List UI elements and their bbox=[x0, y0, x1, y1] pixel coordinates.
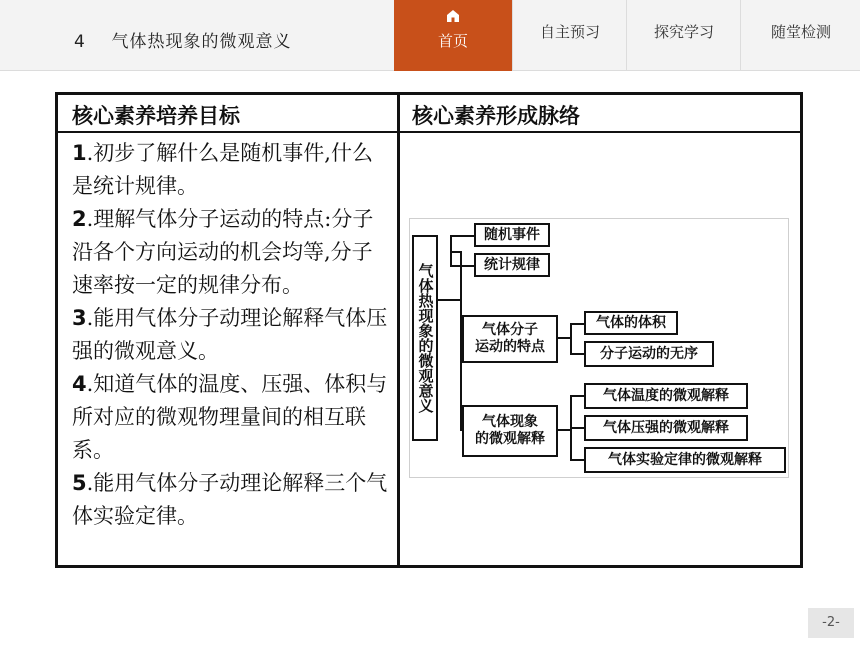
goal-item: 2.理解气体分子运动的特点:分子沿各个方向运动的机会均等,分子速率按一定的规律分布。 bbox=[72, 207, 374, 297]
node-disorder: 分子运动的无序 bbox=[584, 341, 714, 367]
goals-list bbox=[72, 137, 390, 533]
node-gas-laws: 气体实验定律的微观解释 bbox=[584, 447, 786, 473]
concept-map bbox=[409, 218, 789, 478]
node-gas-volume: 气体的体积 bbox=[584, 311, 678, 335]
node-molecular-motion: 气体分子 运动的特点 bbox=[462, 315, 558, 363]
goal-item: 5.能用气体分子动理论解释三个气体实验定律。 bbox=[72, 471, 388, 528]
node-gas-phenomena: 气体现象 的微观解释 bbox=[462, 405, 558, 457]
lesson-title bbox=[74, 27, 291, 52]
top-bar bbox=[0, 0, 860, 71]
home-icon bbox=[446, 9, 460, 23]
goal-item: 1.初步了解什么是随机事件,什么是统计规律。 bbox=[72, 141, 373, 198]
page-number: -2- bbox=[808, 608, 854, 638]
connector bbox=[570, 395, 584, 397]
node-pressure: 气体压强的微观解释 bbox=[584, 415, 748, 441]
connector bbox=[450, 265, 474, 267]
connector bbox=[570, 459, 584, 461]
tab-quiz[interactable]: 随堂检测 bbox=[740, 0, 860, 70]
node-random-event: 随机事件 bbox=[474, 223, 550, 247]
col2-header: 核心素养形成脉络 bbox=[412, 104, 580, 128]
connector bbox=[570, 353, 584, 355]
goal-item: 4.知道气体的温度、压强、体积与所对应的微观物理量间的相互联系。 bbox=[72, 372, 388, 462]
connector bbox=[450, 235, 474, 237]
concept-root: 气体热现象的微观意义 bbox=[412, 235, 438, 441]
home-button[interactable] bbox=[394, 0, 512, 71]
connector bbox=[570, 323, 584, 325]
tab-explore[interactable]: 探究学习 bbox=[626, 0, 741, 70]
lesson-title-text: 气体热现象的微观意义 bbox=[111, 32, 292, 52]
connector bbox=[570, 323, 572, 355]
col1-header: 核心素养培养目标 bbox=[72, 104, 240, 128]
lesson-number: 4 bbox=[74, 32, 86, 52]
table-divider-horizontal bbox=[58, 131, 800, 133]
goal-item: 3.能用气体分子动理论解释气体压强的微观意义。 bbox=[72, 306, 388, 363]
home-label: 首页 bbox=[437, 32, 468, 50]
tab-preview[interactable]: 自主预习 bbox=[512, 0, 627, 70]
node-statistical-law: 统计规律 bbox=[474, 253, 550, 277]
node-temperature: 气体温度的微观解释 bbox=[584, 383, 748, 409]
table-divider-vertical bbox=[397, 95, 400, 565]
connector bbox=[438, 299, 462, 301]
connector bbox=[570, 427, 584, 429]
